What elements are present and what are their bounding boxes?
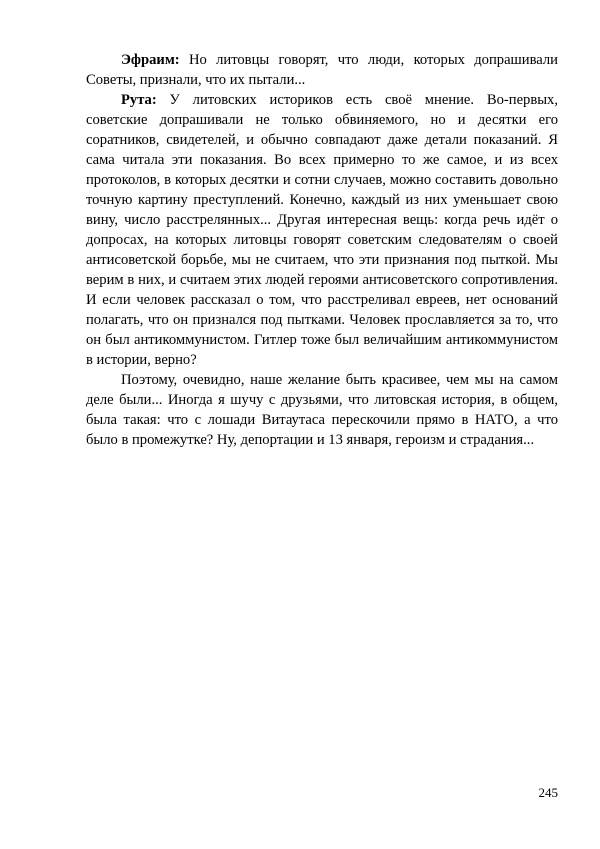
paragraph-ruta	[86, 90, 558, 370]
paragraph-text: Но литовцы говорят, что люди, которых допрашивали Советы, признали, что их пытали...	[86, 52, 558, 88]
page-number: 245	[538, 785, 558, 800]
page-body	[86, 50, 558, 450]
paragraph-continuation	[86, 370, 558, 450]
paragraph-efraim	[86, 50, 558, 90]
speaker-name: Эфраим:	[121, 52, 180, 68]
paragraph-text: У литовских историков есть своё мнение. Во-первых, советские допрашивали не только обвиняемого, но и десятки его соратников, свидетелей, и обычно совпадают даже детали показаний. Я сама читала эти показания. Во всех примерно то же самое, и из всех протоколов, в которых десятки и сотни случаев, можно составить довольно точную картину преступлений. Конечно, каждый из них уменьшает свою вину, число расстрелянных... Другая интересная вещь: когда речь идёт о допросах, на которых литовцы говорят советским следователям о своей антисоветской борьбе, мы не считаем, что эти признания под пыткой. Мы верим в них, и считаем этих людей героями антисоветского сопротивления. И если человек рассказал о том, что расстреливал евреев, нет оснований полагать, что он признался под пытками. Человек прославляется за то, что он был антикоммунистом. Гитлер тоже был величайшим антикоммунистом в истории, верно?	[86, 92, 558, 368]
speaker-name: Рута:	[121, 92, 157, 108]
paragraph-text: Поэтому, очевидно, наше желание быть красивее, чем мы на самом деле были... Иногда я шучу с друзьями, что литовская история, в общем, была такая: что с лошади Витаутаса перескочили прямо в НАТО, а что было в промежутке? Ну, депортации и 13 января, героизм и страдания...	[86, 372, 558, 448]
